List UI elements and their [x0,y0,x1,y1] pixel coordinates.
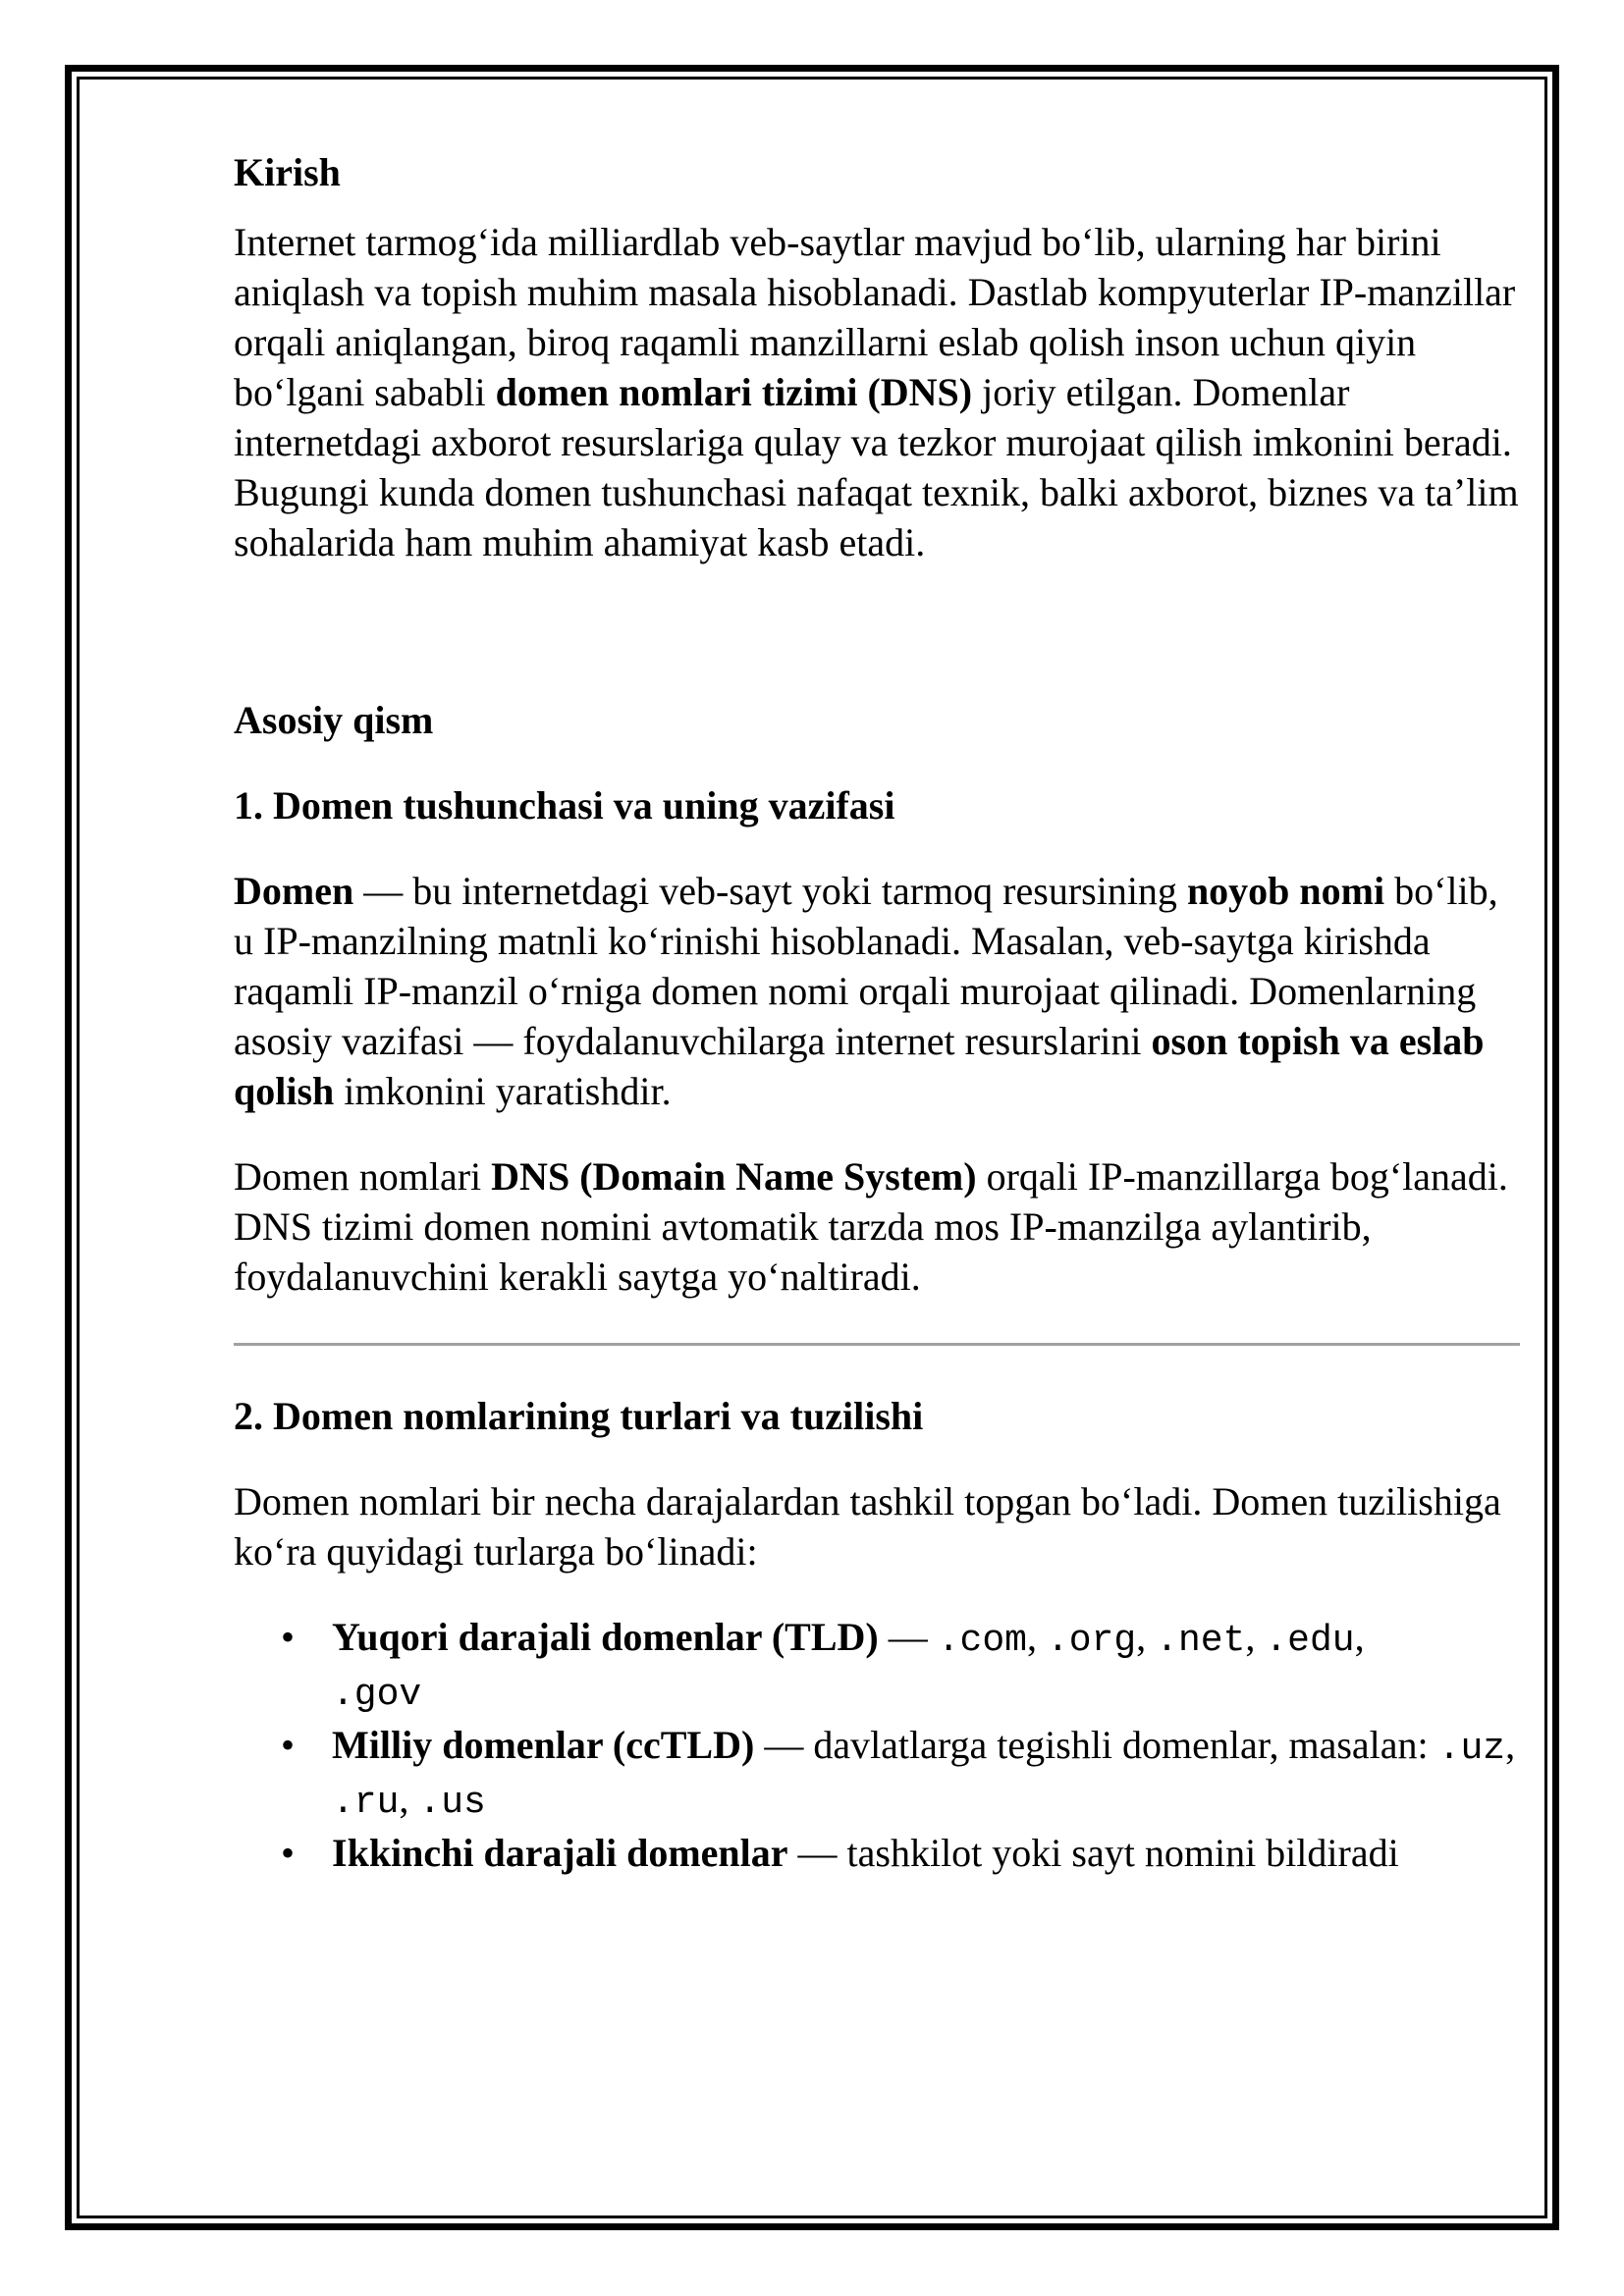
list-item-dash: — [878,1615,938,1659]
intro-text-2: joriy etilgan. Domenlar internetdagi axborot resurslariga qulay va tezkor murojaat qilish imkonini beradi. Bugungi kunda domen tushunchasi nafaqat texnik, balki axborot, biznes va ta’lim sohalarida ham muhim ahamiyat kasb etadi. [234,370,1519,564]
section1-paragraph-1 [234,866,1520,1116]
list-item-bold: Ikkinchi darajali domenlar [332,1831,788,1875]
code-uz: .uz [1437,1728,1506,1770]
separator-comma: , [1354,1615,1365,1659]
separator: , [1245,1615,1266,1659]
list-item-text: — davlatlarga tegishli domenlar, masalan: [754,1723,1438,1767]
section1-heading: 1. Domen tushunchasi va uning vazifasi [234,783,895,828]
separator: , [1136,1615,1157,1659]
domain-types-list [234,1612,1520,1878]
separator: , [1026,1615,1047,1659]
separator: , [399,1777,419,1821]
list-item-bold: Milliy domenlar (ccTLD) [332,1723,755,1767]
section1-p1-text-2: bo‘lib, u IP-manzilning matnli ko‘rinishi hisoblanadi. Masalan, veb-saytga kirishda raqamli IP-manzil o‘rniga domen nomi orqali murojaat qilinadi. Domenlarning asosiy vazifasi — foydalanuvchilarga internet resurslarini [234,869,1498,1063]
separator: , [1505,1723,1516,1767]
section2-paragraph: Domen nomlari bir necha darajalardan tashkil topgan bo‘ladi. Domen tuzilishiga ko‘ra quyidagi turlarga bo‘linadi: [234,1479,1501,1574]
code-org: .org [1046,1620,1137,1662]
bullet-icon: • [281,1831,296,1875]
code-us: .us [418,1782,486,1824]
list-item-bold: Yuqori darajali domenlar (TLD) [332,1615,879,1659]
intro-heading: Kirish [234,150,341,194]
section1-p1-text-3: imkonini yaratishdir. [334,1069,672,1113]
main-heading: Asosiy qism [234,698,434,742]
bold-dns-system: DNS (Domain Name System) [491,1154,977,1199]
bold-oson-topish: oson topish va eslab qolish [234,1019,1485,1113]
code-edu: .edu [1265,1620,1355,1662]
code-com: .com [937,1620,1027,1662]
bullet-icon: • [281,1723,296,1767]
list-item [234,1612,1520,1720]
section1-p1-text-1: — bu internetdagi veb-sayt yoki tarmoq resursining [353,869,1187,913]
code-net: .net [1156,1620,1246,1662]
bold-noyob-nomi: noyob nomi [1186,869,1385,913]
section1-p2-text-2: orqali IP-manzillarga bog‘lanadi. DNS tizimi domen nomini avtomatik tarzda mos IP-manzilga aylantirib, foydalanuvchini kerakli saytga yo‘naltiradi. [234,1154,1508,1299]
intro-bold-dns: domen nomlari tizimi (DNS) [495,370,973,414]
section1-p2-text-1: Domen nomlari [234,1154,492,1199]
bold-domen: Domen [234,869,354,913]
list-item [234,1720,1520,1828]
code-ru: .ru [332,1782,400,1824]
list-item-text: — tashkilot yoki sayt nomini bildiradi [787,1831,1399,1875]
document-body [234,147,1520,1878]
code-gov: .gov [332,1674,422,1716]
horizontal-rule [234,1343,1520,1346]
section1-paragraph-2 [234,1151,1520,1302]
list-item [234,1828,1520,1878]
intro-text-1: Internet tarmog‘ida milliardlab veb-saytlar mavjud bo‘lib, ularning har birini aniqlash va topish muhim masala hisoblanadi. Dastlab kompyuterlar IP-manzillar orqali aniqlangan, biroq raqamli manzillarni eslab qolish inson uchun qiyin bo‘lgani sababli [234,220,1516,414]
bullet-icon: • [281,1615,296,1659]
intro-paragraph [234,217,1520,567]
section2-heading: 2. Domen nomlarining turlari va tuzilishi [234,1394,924,1438]
